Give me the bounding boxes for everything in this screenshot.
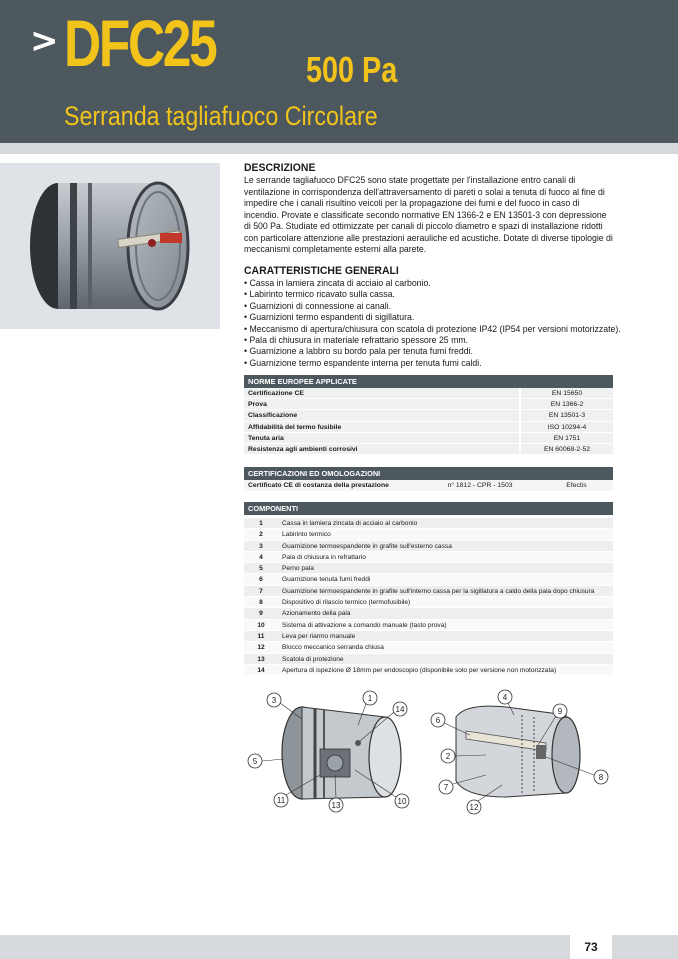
cert-body: Efectis [540, 480, 613, 491]
table-row [244, 552, 613, 563]
callout-label: 9 [557, 707, 563, 716]
table-row [244, 399, 613, 410]
callout-label: 7 [443, 783, 449, 792]
page-number: 73 [570, 935, 612, 959]
component-text: Cassa in lamiera zincata di acciaio al carbonio [282, 520, 418, 527]
callout-label: 2 [445, 752, 451, 761]
callout-label: 4 [502, 693, 508, 702]
table-row [244, 563, 613, 574]
cert-label: Certificato CE di costanza della prestazione [244, 480, 420, 491]
table-row [244, 480, 613, 492]
component-text: Apertura di ispezione Ø 18mm per endoscopio (disponibile solo per versione non motorizzata) [282, 666, 557, 674]
product-photo [0, 163, 220, 329]
component-text: Perno pala [282, 565, 314, 573]
chevron-icon: > [30, 21, 59, 61]
table-row [244, 444, 613, 455]
table-row [244, 586, 613, 597]
component-text: Sistema di attivazione a comando manuale (tasto prova) [282, 621, 447, 629]
table-cell-value: EN 15650 [521, 388, 613, 398]
callout-label: 14 [395, 705, 405, 714]
list-item: • Guarnizioni termo espandenti di sigillatura. [244, 311, 621, 322]
table-cell-key: Certificazione CE [244, 388, 519, 398]
table-cell-value: EN 1751 [521, 433, 613, 443]
callout-label: 8 [598, 773, 604, 782]
list-item: • Meccanismo di apertura/chiusura con scatola di protezione IP42 (IP54 per versioni motorizzate). [244, 323, 621, 334]
list-item: • Labirinto termico ricavato sulla cassa. [244, 288, 621, 299]
table-cell-key: Affidabilità del termo fusibile [244, 422, 519, 432]
table-row [244, 620, 613, 631]
callout-label: 11 [276, 796, 286, 805]
component-number: 7 [259, 587, 263, 595]
component-text: Guarnizione termoespandente in grafite sull'interno cassa per la sigillatura a caldo della pala dopo chiusura [282, 587, 595, 595]
list-item: • Cassa in lamiera zincata di acciaio al carbonio. [244, 277, 621, 288]
table-cell-value: EN 1366-2 [521, 399, 613, 409]
norme-table-title: NORME EUROPEE APPLICATE [244, 375, 613, 388]
component-text: Pala di chiusura in refrattario [282, 553, 366, 561]
list-item: • Guarnizioni di connessione ai canali. [244, 300, 621, 311]
component-number: 12 [257, 644, 265, 652]
component-text: Scatola di protezione [282, 655, 344, 663]
features-title: CARATTERISTICHE GENERALI [244, 265, 399, 277]
component-number: 1 [259, 520, 263, 527]
cert-number: n° 1812 - CPR - 1503 [420, 480, 540, 491]
features-list [244, 277, 649, 368]
table-row [244, 422, 613, 433]
component-number: 3 [259, 542, 263, 550]
damper-cutaway-diagram [426, 685, 616, 815]
product-subtitle: Serranda tagliafuoco Circolare [64, 101, 378, 131]
exploded-diagram-right [426, 685, 616, 815]
table-cell-value: ISO 10294-4 [521, 422, 613, 432]
table-row [244, 631, 613, 642]
component-text: Leva per riarmo manuale [282, 632, 356, 640]
product-pressure: 500 Pa [306, 49, 398, 90]
norme-table [244, 375, 613, 455]
table-cell-key: Tenuta aria [244, 433, 519, 443]
table-row [244, 518, 613, 529]
table-row [244, 388, 613, 399]
page-header [0, 0, 678, 143]
callout-label: 12 [469, 803, 479, 812]
header-stripe [0, 143, 678, 154]
component-number: 4 [259, 553, 263, 561]
table-row [244, 608, 613, 619]
component-number: 6 [259, 576, 263, 584]
callout-label: 10 [397, 797, 407, 806]
callout-label: 6 [435, 716, 441, 725]
description-text: Le serrande tagliafuoco DFC25 sono state progettate per l'installazione entro canali di ventilazione in corrispondenza dell'attraversamento di pareti o solai a tenuta di fuoco al fine di impedire che i canali risultino veicoli per la propagazione dei fumi e del fuoco in caso di incendio. Provate e classificate secondo normative EN 1366-2 e EN 13501-3 con depressione di 500 Pa. Studiate ed ottimizzate per canali di piccolo diametro e spazi di installazione ridotti con particolare attenzione alle prestazioni aerauliche ed acustiche. Dotate di diverse tipologie di meccanismi completamente esterni alla parete. [244, 174, 613, 254]
damper-illustration [0, 163, 220, 329]
callout-label: 1 [367, 694, 373, 703]
table-cell-key: Classificazione [244, 410, 519, 420]
table-row [244, 665, 613, 676]
certificazioni-table-title: CERTIFICAZIONI ED OMOLOGAZIONI [244, 467, 613, 480]
exploded-diagram-left [240, 685, 420, 815]
component-number: 14 [257, 666, 265, 674]
component-number: 5 [259, 565, 263, 573]
table-cell-value: EN 60068-2-52 [521, 444, 613, 454]
component-number: 9 [259, 610, 263, 618]
component-text: Guarnizione termoespandente in grafite sull'esterno cassa [282, 542, 452, 550]
component-text: Dispositivo di rilascio termico (termofusibile) [282, 599, 411, 607]
table-row [244, 574, 613, 585]
table-row [244, 410, 613, 421]
table-cell-value: EN 13501-3 [521, 410, 613, 420]
table-cell-key: Resistenza agli ambienti corrosivi [244, 444, 519, 454]
component-text: Blocco meccanico serranda chiusa [282, 644, 384, 652]
table-row [244, 541, 613, 552]
list-item: • Guarnizione a labbro su bordo pala per tenuta fumi freddi. [244, 345, 621, 356]
componenti-table [244, 502, 613, 676]
damper-diagram [240, 685, 420, 815]
table-row [244, 597, 613, 608]
callout-label: 5 [252, 757, 258, 766]
component-number: 13 [257, 655, 265, 663]
table-row [244, 433, 613, 444]
component-number: 2 [259, 531, 263, 539]
table-row [244, 642, 613, 653]
componenti-table-title: COMPONENTI [244, 502, 613, 515]
table-row [244, 654, 613, 665]
component-number: 10 [257, 621, 265, 629]
component-number: 8 [259, 599, 263, 607]
callout-label: 3 [271, 696, 277, 705]
component-text: Guarnizione tenuta fumi freddi [282, 576, 371, 584]
list-item: • Pala di chiusura in materiale refrattario spessore 25 mm. [244, 334, 621, 345]
table-row [244, 529, 613, 540]
callout-label: 13 [331, 801, 341, 810]
component-text: Labirinto termico [282, 531, 331, 539]
component-text: Azionamento della pala [282, 610, 351, 618]
list-item: • Guarnizione termo espandente interna per tenuta fumi caldi. [244, 357, 621, 368]
certificazioni-table [244, 467, 613, 492]
table-cell-key: Prova [244, 399, 519, 409]
description-title: DESCRIZIONE [244, 162, 316, 174]
component-number: 11 [257, 632, 265, 640]
product-model: DFC25 [64, 6, 216, 80]
